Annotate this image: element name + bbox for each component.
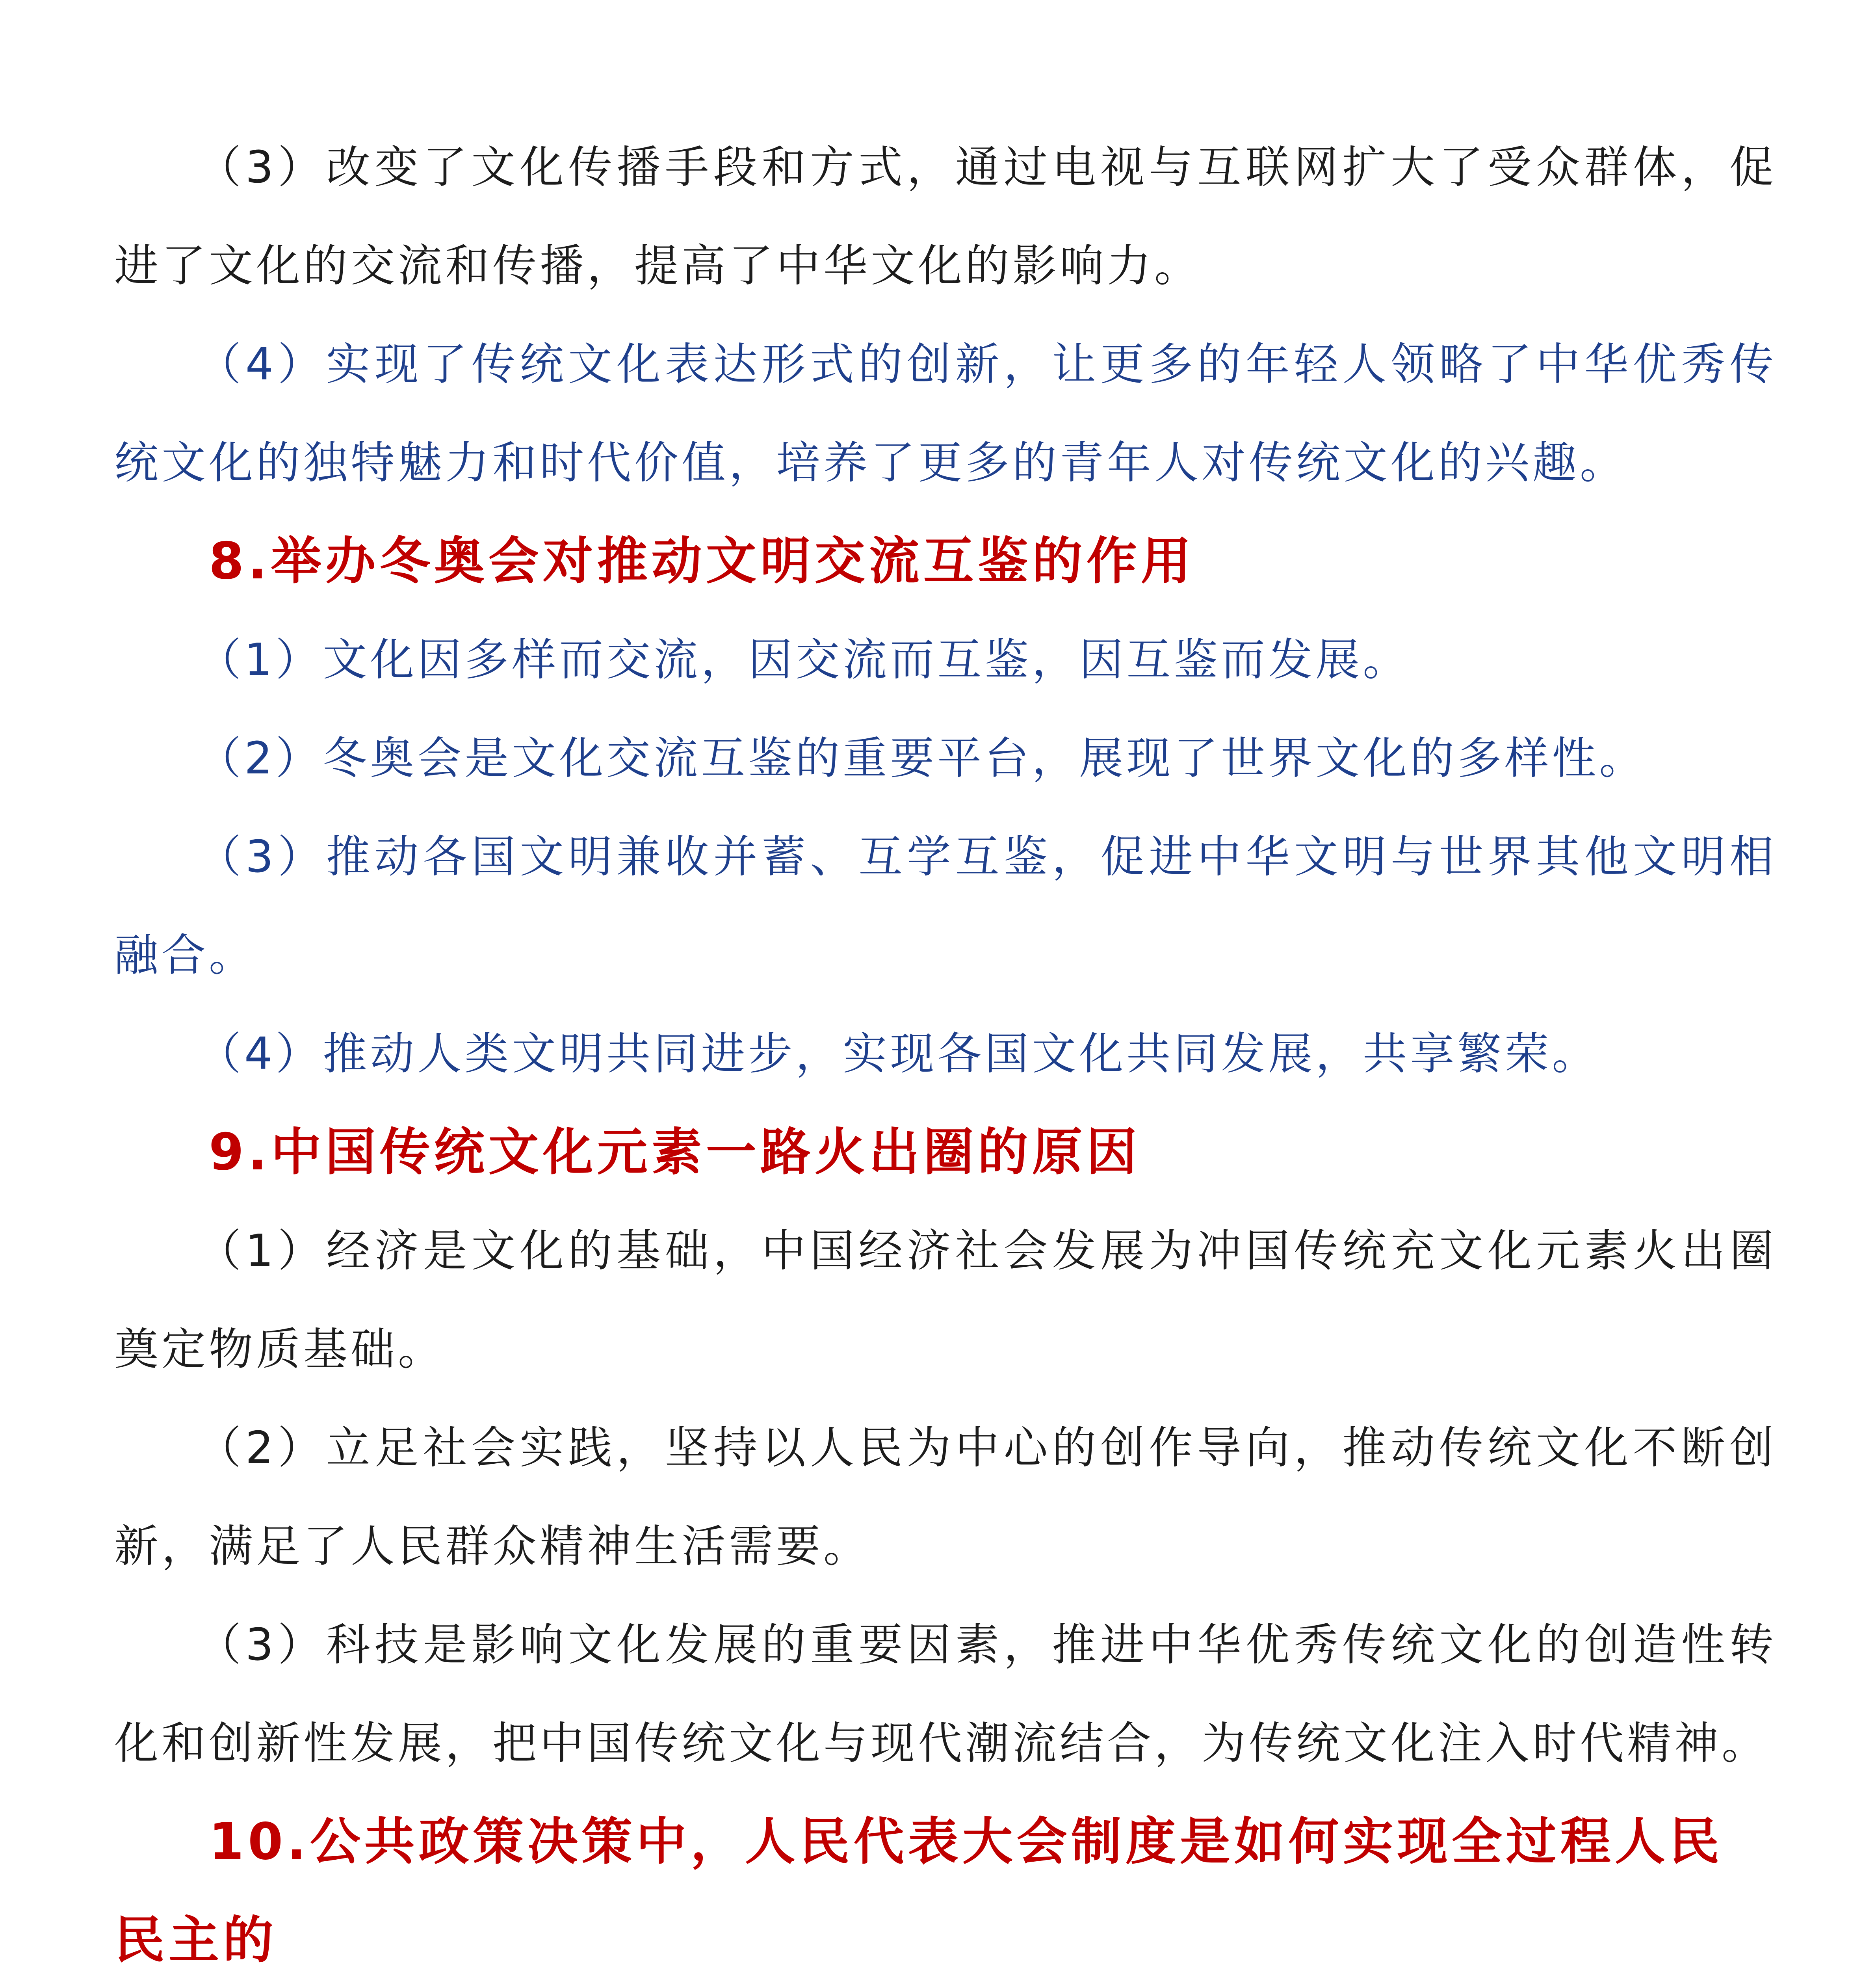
section-8-item-3: （3）推动各国文明兼收并蓄、互学互鉴，促进中华文明与世界其他文明相融合。	[114, 831, 1777, 981]
document-page	[114, 118, 1777, 1970]
paragraph-media-3: （3）改变了文化传播手段和方式，通过电视与互联网扩大了受众群体，促进了文化的交流和传播，提高了中华文化的影响力。	[114, 142, 1777, 292]
section-8-item-4: （4）推动人类文明共同进步，实现各国文化共同发展，共享繁荣。	[197, 1028, 1599, 1080]
paragraph-media-4: （4）实现了传统文化表达形式的创新，让更多的年轻人领略了中华优秀传统文化的独特魅力和时代价值，培养了更多的青年人对传统文化的兴趣。	[114, 339, 1777, 489]
section-8-item-1: （1）文化因多样而交流，因交流而互鉴，因互鉴而发展。	[197, 634, 1410, 686]
section-9-item-1: （1）经济是文化的基础，中国经济社会发展为冲国传统充文化元素火出圈奠定物质基础。	[114, 1225, 1777, 1375]
section-9-heading: 9.中国传统文化元素一路火出圈的原因	[209, 1123, 1141, 1182]
section-8-heading: 8.举办冬奥会对推动文明交流互鉴的作用	[209, 532, 1195, 591]
section-9-item-3: （3）科技是影响文化发展的重要因素，推进中华优秀传统文化的创造性转化和创新性发展，把中国传统文化与现代潮流结合，为传统文化注入时代精神。	[114, 1619, 1777, 1769]
section-10-heading: 10.公共政策决策中，人民代表大会制度是如何实现全过程人民民主的	[114, 1812, 1724, 1970]
section-9-item-2: （2）立足社会实践，坚持以人民为中心的创作导向，推动传统文化不断创新，满足了人民群众精神生活需要。	[114, 1422, 1777, 1572]
section-8-item-2: （2）冬奥会是文化交流互鉴的重要平台，展现了世界文化的多样性。	[197, 733, 1647, 784]
